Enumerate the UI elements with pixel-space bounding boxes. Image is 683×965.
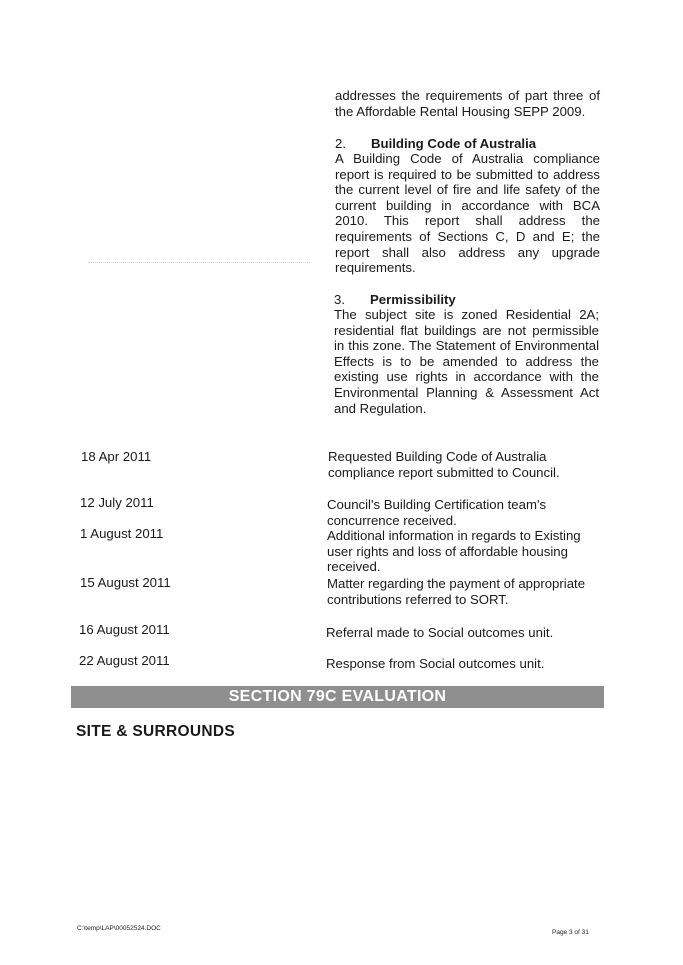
item-3-number: 3. [334,292,345,307]
timeline-date: 12 July 2011 [80,495,154,510]
footer-file-path: C:\temp\LAP\00052524.DOC [77,925,161,932]
item-3-title: Permissibility [370,292,456,307]
section-banner [71,686,604,708]
item-2-title: Building Code of Australia [371,136,537,151]
item-2-heading [335,136,605,152]
intro-paragraph: addresses the requirements of part three of the Affordable Rental Housing SEPP 2009. [335,88,600,119]
timeline-text: Requested Building Code of Australia compliance report submitted to Council. [328,449,560,480]
timeline-date: 16 August 2011 [79,622,170,637]
timeline-text: Matter regarding the payment of appropriate contributions referred to SORT. [327,576,586,607]
footer-page-number: Page 3 of 31 [552,929,589,936]
item-3-heading [334,292,604,308]
timeline-date: 18 Apr 2011 [81,449,152,464]
section-banner-title: SECTION 79C EVALUATION [228,688,447,705]
scan-artifact-dots [88,262,310,263]
timeline-text: Additional information in regards to Existing user rights and loss of affordable housing received. [327,528,581,575]
timeline-date: 15 August 2011 [80,575,171,590]
section-subheading: SITE & SURROUNDS [76,723,235,740]
timeline-date: 22 August 2011 [79,653,170,668]
item-2-number: 2. [335,136,346,151]
timeline-text: Response from Social outcomes unit. [326,656,545,671]
timeline-text: Referral made to Social outcomes unit. [326,625,554,640]
item-2-paragraph: A Building Code of Australia compliance report is required to be submitted to address the current level of fire and life safety of the current building in accordance with BCA 2010. This report shall address the requirements of Sections C, D and E; the report shall also address any upgrade requirements. [335,151,600,276]
timeline-text: Council's Building Certification team's concurrence received. [327,497,547,528]
item-3-paragraph: The subject site is zoned Residential 2A; residential flat buildings are not permissible in this zone. The Statement of Environmental Effects is to be amended to address the existing use rights in accordance with the Environmental Planning & Assessment Act and Regulation. [334,307,599,416]
timeline-date: 1 August 2011 [80,526,164,541]
